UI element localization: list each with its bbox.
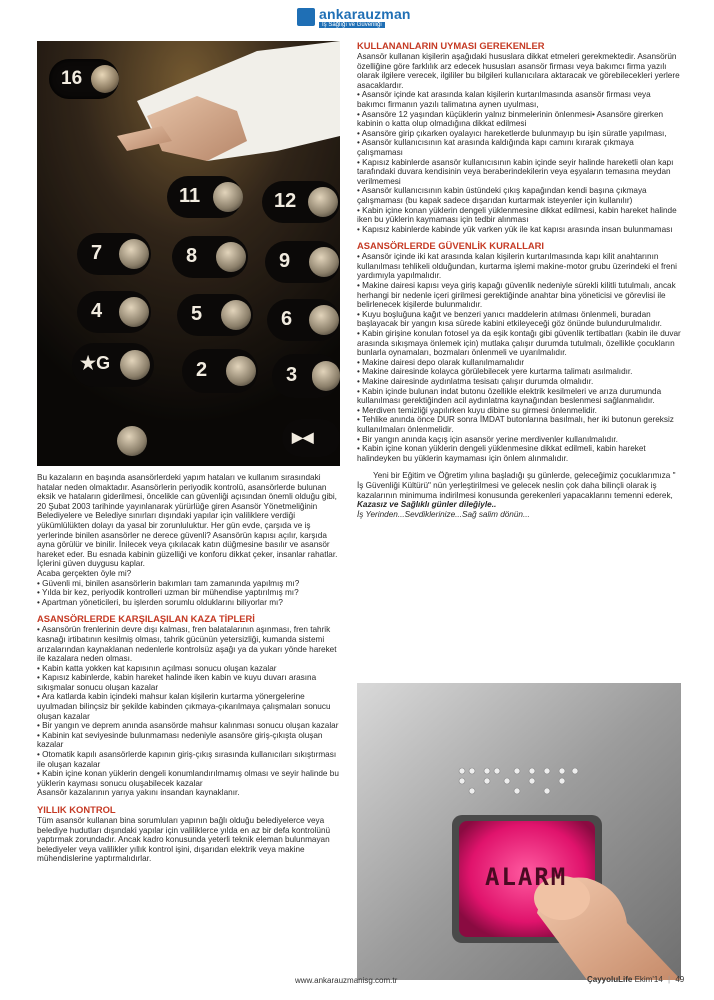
panel-button-2: 2 bbox=[182, 349, 258, 393]
panel-button-ground: ★G bbox=[72, 343, 154, 387]
footer-magazine: ÇayyoluLife Ekim'14 | 49 bbox=[587, 975, 685, 984]
intro-bullet: • Apartman yöneticileri, bu işlerden sorumlu olduklarını biliyorlar mı? bbox=[37, 597, 283, 607]
uyma-item: Asansör kullanan kişilerin aşağıdaki hususlara dikkat etmeleri gerekmektedir. Asansörün özelliğine göre farklılık arz edecek hususları asansör firması veya bakımcı firma yazılı olarak ilgilere verecek, ilgililer bu bilgileri kullanıcılara aktaracak ve görebilecekleri yerlere asacaklardır. bbox=[357, 52, 680, 90]
kaza-item: • Otomatik kapılı asansörlerde kapının giriş-çıkış sırasında kullanıcıları sıkıştırması ile oluşan kazalar bbox=[37, 750, 337, 769]
kaza-item: • Bir yangın ve deprem anında asansörde mahsur kalınması sonucu oluşan kazalar bbox=[37, 721, 339, 731]
button-disc-icon bbox=[312, 361, 340, 391]
closing-paragraph: Yeni bir Eğitim ve Öğretim yılına başladığı şu günlerde, geleceğimiz çocuklarımıza " İş Güvenliği Kültürü" nün yerleştirilmesi ve gelecek neslin çok daha bilinçli olarak iş kazalarının minimuma indirilmesi konusunda gerekenleri yapacaklarını temenni ederek, bbox=[357, 471, 676, 500]
button-disc-icon bbox=[309, 305, 339, 335]
uyma-item: • Asansör kullanıcısının kat arasında kaldığında kapı camını kırarak çıkmaya çalışmaması bbox=[357, 138, 634, 157]
panel-button-5: 5 bbox=[177, 294, 253, 336]
button-disc-icon bbox=[216, 242, 246, 272]
panel-button-4: 4 bbox=[77, 291, 151, 333]
button-disc-icon bbox=[308, 187, 338, 217]
kaza-item: • Kabinin kat seviyesinde bulunmaması nedeniyle asansöre giriş-çıkışta oluşan kazalar bbox=[37, 730, 323, 750]
uyma-item: • Kabin içine konan yüklerin dengeli yüklenmesine dikkat edilmesi, kabin hareket halinde iken bu yüklerin kaymaması için tedbir alınması bbox=[357, 205, 677, 225]
guvenlik-heading: ASANSÖRLERDE GÜVENLİK KURALLARI bbox=[357, 240, 544, 252]
button-disc-icon bbox=[91, 65, 119, 93]
guvenlik-item: • Kabin içine konan yüklerin dengeli yüklenmesine dikkat edilmeli, kabin hareket halindeyken bu yüklerin kaymaması için önlem alınmalıdır. bbox=[357, 444, 646, 463]
button-disc-icon bbox=[226, 356, 256, 386]
magazine-issue: Ekim'14 bbox=[634, 975, 663, 984]
guvenlik-item: • Kabin içinde bulunan indat butonu özellikle elektrik kesilmeleri ve arıza durumunda kullanılması gerektiğinden acil aydınlatma kaynağından beslenmesi sağlanmalıdır. bbox=[357, 386, 662, 406]
panel-button-9: 9 bbox=[265, 241, 340, 283]
uyma-item: • Kapısız kabinlerde kabinde yük varken yük ile kat kapısı arasında insan bulunmaması bbox=[357, 224, 673, 234]
alarm-label: ALARM bbox=[485, 863, 568, 891]
kaza-item: • Ara katlarda kabin içindeki mahsur kalan kişilerin kurtarma yönergelerine uyulmadan bilinçsiz bir şekilde kabinden çıkmaya-çıkarılmaya çalışmaları sonucu oluşan kazalar bbox=[37, 692, 331, 721]
header-logo bbox=[297, 6, 417, 32]
page-number: 49 bbox=[675, 975, 685, 984]
intro-bullet: • Güvenli mi, binilen asansörlerin bakımları tam zamanında yapılmış mı? bbox=[37, 578, 300, 588]
button-disc-icon bbox=[119, 239, 149, 269]
button-disc-icon bbox=[213, 182, 243, 212]
panel-button-7: 7 bbox=[77, 233, 151, 275]
button-disc-icon bbox=[120, 350, 150, 380]
left-column bbox=[37, 473, 340, 864]
footer-url: www.ankarauzmanisg.com.tr bbox=[295, 976, 398, 985]
panel-button-8: 8 bbox=[172, 236, 248, 278]
panel-button-12: 12 bbox=[262, 181, 340, 223]
intro-paragraph: Bu kazaların en başında asansörlerdeki yapım hataları ve kullanım sırasındaki hatalar neden olmaktadır. Asansörlerin periyodik kontrolü, asansörlerde bulunan eksik ve hataların giderilmesi, öncelikle can güvenliği açısından önemli olduğu gibi, 20 Şubat 2003 tarihinde yayınlanarak yürürlüğe giren Asansör Yönetmeliğinin Belediyelere ve Belediye sınırları dışındaki yapılar için valiliklere verdiği yükümlülükten dolayı da yasal bir zorunluluktur. Her gün evde, çarşıda ve iş yerlerinde binilen asansörler ne derece güvenli? Asansörün kapısı açılır, karşıda ayna görülür ve binilir. İnilecek veya çıkılacak katın düğmesine basılır ve asansör hareket eder. Bu esnada kabinin güzelliği ve konforu dikkat çeker, insanlar rahatlar. İçlerini güven duygusu kaplar. bbox=[37, 473, 338, 569]
uyma-item: • Kapısız kabinlerde asansör kullanıcısının kabin içinde seyir halinde hareketli olan kapı tarafındaki duvara kendisinin veya beraberindekilerin veya eşyaların temasına meydan verilmemesi bbox=[357, 157, 674, 186]
uyma-item: • Asansöre girip çıkarken oyalayıcı hareketlerde bulunmayıp bu işin süratle yapılması, bbox=[357, 128, 667, 138]
closing-wish: Kazasız ve Sağlıklı günler dileğiyle.. bbox=[357, 500, 497, 510]
kaza-item: • Kabin katta yokken kat kapısının açılması sonucu oluşan kazalar bbox=[37, 663, 277, 673]
guvenlik-item: • Makine dairesi kapısı veya giriş kapağı güvenlik nedeniyle sürekli kilitli tutulmalı, ancak herhangi bir nedenle içeri girilmesi gerektiğinde anahtar bina yöneticisi ve görevlisi ile belirlenecek kişilerde bulunmalıdır. bbox=[357, 281, 676, 310]
kaza-item: • Asansörün frenlerinin devre dışı kalması, fren balatalarının aşınması, fren tahrik kasnağı irtibatının kesilmiş olması, tahrik gücünün yetersizliği, kumanda sistemi arızalarından kaynaklanan nedenlerle kontrolsüz aşağı ya da yukarı yönde hareket ile kazalara neden olması. bbox=[37, 625, 337, 664]
yillik-kontrol-paragraph: Tüm asansör kullanan bina sorumluları yapının bağlı olduğu belediyelerce veya belediye hudutları dışındaki yapılar için valiliklerce yılda en az bir defa kontrolünü yaptırmak zorundadır. Ancak kadro konusunda yeterli teknik eleman bulunmayan belediyeler veya valilikler yıllık kontrol işini, dışarıdan elektrik veya makine mühendislerine yaptırmalıdırlar. bbox=[37, 816, 331, 864]
logo-tagline: İş Sağlığı ve Güvenliği bbox=[319, 22, 385, 28]
kaza-item: • Kabin içine konan yüklerin dengeli konumlandırılmamış olması ve seyir halinde bu yüklerin kayması sonucu oluşabilecek kazalar bbox=[37, 769, 339, 788]
panel-button-6: 6 bbox=[267, 299, 340, 341]
panel-button-disc-bottom-left bbox=[117, 426, 147, 456]
kaza-summary: Asansör kazalarının yarıya yakını insandan kaynaklanır. bbox=[37, 788, 240, 798]
uyma-item: • Asansör kullanıcısının kabin üstündeki çıkış kapağından kendi başına çıkmaya çalışmaması (bu kapak sadece dışarıdan kurtarmak isteyenler için kullanılır) bbox=[357, 186, 647, 205]
guvenlik-item: • Makine dairesinde aydınlatma tesisatı çalışır durumda olmalıdır. bbox=[357, 377, 594, 386]
closing-farewell: İş Yerinden...Sevdiklerinize...Sağ salim dönün... bbox=[357, 509, 530, 519]
kaza-item: • Kapısız kabinlerde, kabin hareket halinde iken kabin ve kuyu duvarı arasına sıkışmalar sonucu oluşan kazalar bbox=[37, 673, 317, 692]
intro-question: Acaba gerçekten öyle mi? bbox=[37, 568, 132, 578]
logo-brand: ankarauzman bbox=[319, 6, 411, 22]
guvenlik-item: • Makine dairesi depo olarak kullanılmamalıdır bbox=[357, 357, 525, 367]
panel-button-16: 16 bbox=[49, 59, 119, 99]
intro-bullet: • Yılda bir kez, periyodik kontrolleri uzman bir mühendise yaptırılmış mı? bbox=[37, 588, 299, 598]
steel-panel-background bbox=[357, 683, 681, 980]
right-column bbox=[357, 40, 681, 519]
guvenlik-item: • Kabin girişine konulan fotosel ya da eşik kontağı gibi güvenlik tertibatları (kabin ile duvar arasında sıkışmaya önlemek için) mutlaka çalışır durumda tutulmalı, özellikle çocukların bunlarla oynamaları, bozmaları önlenmeli ve uyarılmalıdır. bbox=[357, 329, 681, 358]
yillik-kontrol-heading: YILLIK KONTROL bbox=[37, 804, 116, 815]
alarm-button-photo bbox=[357, 683, 681, 980]
guvenlik-item: • Bir yangın anında kaçış için asansör yerine merdivenler kullanılmalıdır. bbox=[357, 434, 618, 444]
uyma-item: • Asansöre 12 yaşından küçüklerin yalnız binmelerinin önlenmesi• Asansöre girerken kabinin o katta olup olmadığına dikkat edilmesi bbox=[357, 109, 664, 129]
guvenlik-item: • Makine dairesinde kolayca görülebilecek yere kurtarma talimatı asılmalıdır. bbox=[357, 367, 633, 377]
magazine-name: ÇayyoluLife bbox=[587, 975, 633, 984]
uyma-item: • Asansör içinde kat arasında kalan kişilerin kurtarılmasında asansör firması veya bakımcı firmanın yazılı talimatına aynen uyulması, bbox=[357, 90, 651, 109]
logo-mark-icon bbox=[297, 8, 315, 26]
guvenlik-item: • Kuyu boşluğuna kağıt ve benzeri yanıcı maddelerin atılması önlenmeli, buradan başlayacak bir yangın kısa sürede kabini etkileyeceği göz önünde bulundurulmalıdır. bbox=[357, 309, 662, 329]
panel-button-3: 3 bbox=[272, 354, 340, 398]
panel-button-door: ▶◀ bbox=[282, 419, 340, 457]
kaza-tipleri-heading: ASANSÖRLERDE KARŞILAŞILAN KAZA TİPLERİ bbox=[37, 613, 255, 625]
button-disc-icon bbox=[221, 300, 251, 330]
button-disc-icon bbox=[309, 247, 339, 277]
guvenlik-item: • Tehlike anında önce DUR sonra İMDAT butonlarına basılmalı, her iki butonun gereksiz kullanılmaları önlenmelidir. bbox=[357, 415, 674, 434]
button-disc-icon bbox=[119, 297, 149, 327]
uyma-heading: KULLANANLARIN UYMASI GEREKENLER bbox=[357, 40, 545, 51]
panel-button-11: 11 bbox=[167, 176, 242, 218]
guvenlik-item: • Merdiven temizliği yapılırken kuyu dibine su girmesi önlenmelidir. bbox=[357, 405, 597, 415]
guvenlik-item: • Asansör içinde iki kat arasında kalan kişilerin kurtarılmasında kapı kilit anahtarının kullanılması tehlikeli olduğundan, kurtarma işlemi makine-motor grubu üzerindeki el freni yardımıyla yapılmalıdır. bbox=[357, 252, 677, 281]
elevator-panel-photo bbox=[37, 41, 340, 466]
